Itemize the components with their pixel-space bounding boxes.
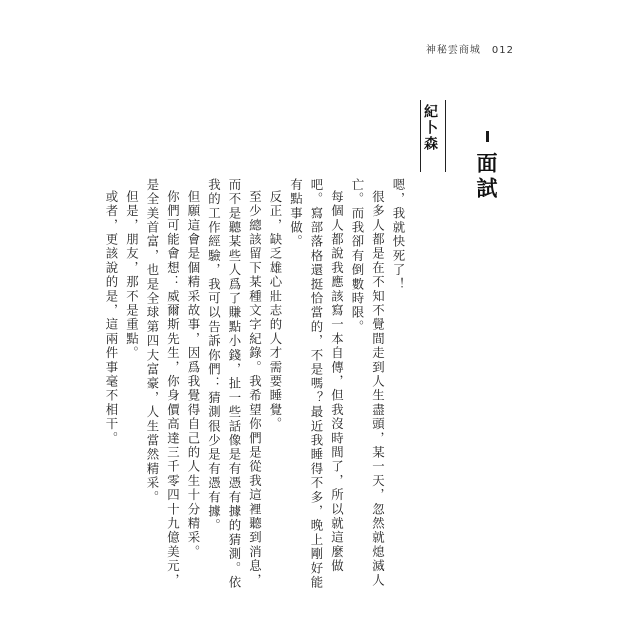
speaker-name: 紀卜森 xyxy=(422,104,438,152)
running-header: 神秘雲商城 012 xyxy=(425,45,514,56)
paragraph: 很多人都是在不知不覺間走到人生盡頭，某一天，忽然就熄滅人亡。而我卻有倒數時限。 xyxy=(350,178,386,588)
paragraph: 反正，缺乏雄心壯志的人才需要睡覺。 xyxy=(268,190,283,432)
paragraph: 或者，更該說的是，這兩件事毫不相干。 xyxy=(104,190,119,446)
body-text xyxy=(104,178,408,598)
chapter-marker xyxy=(486,131,489,142)
paragraph: 嗯，我就快死了！ xyxy=(391,178,406,292)
paragraph: 至少總該留下某種文字紀錄。我希望你們是從我這裡聽到消息，而不是聽某些人爲了賺點小錢，扯一些話像是有憑有據的猜測。依我的工作經驗，我可以告訴你們：猜測很少是有憑有據。 xyxy=(206,178,263,590)
paragraph: 每個人都說我應該寫一本自傳，但我沒時間了，所以就這麼做吧。寫部落格還挺恰當的，不是嗎？最近我睡得不多，晚上剛好能有點事做。 xyxy=(288,178,345,590)
paragraph: 你們可能會想：威爾斯先生，你身價高達三千零四十九億美元，是全美首富，也是全球第四大富豪，人生當然精采。 xyxy=(145,178,181,588)
chapter-title: 面試 xyxy=(474,152,499,202)
paragraph: 但願這會是個精采故事，因爲我覺得自己的人生十分精采。 xyxy=(186,190,201,560)
paragraph: 但是，朋友，那不是重點。 xyxy=(124,190,140,361)
